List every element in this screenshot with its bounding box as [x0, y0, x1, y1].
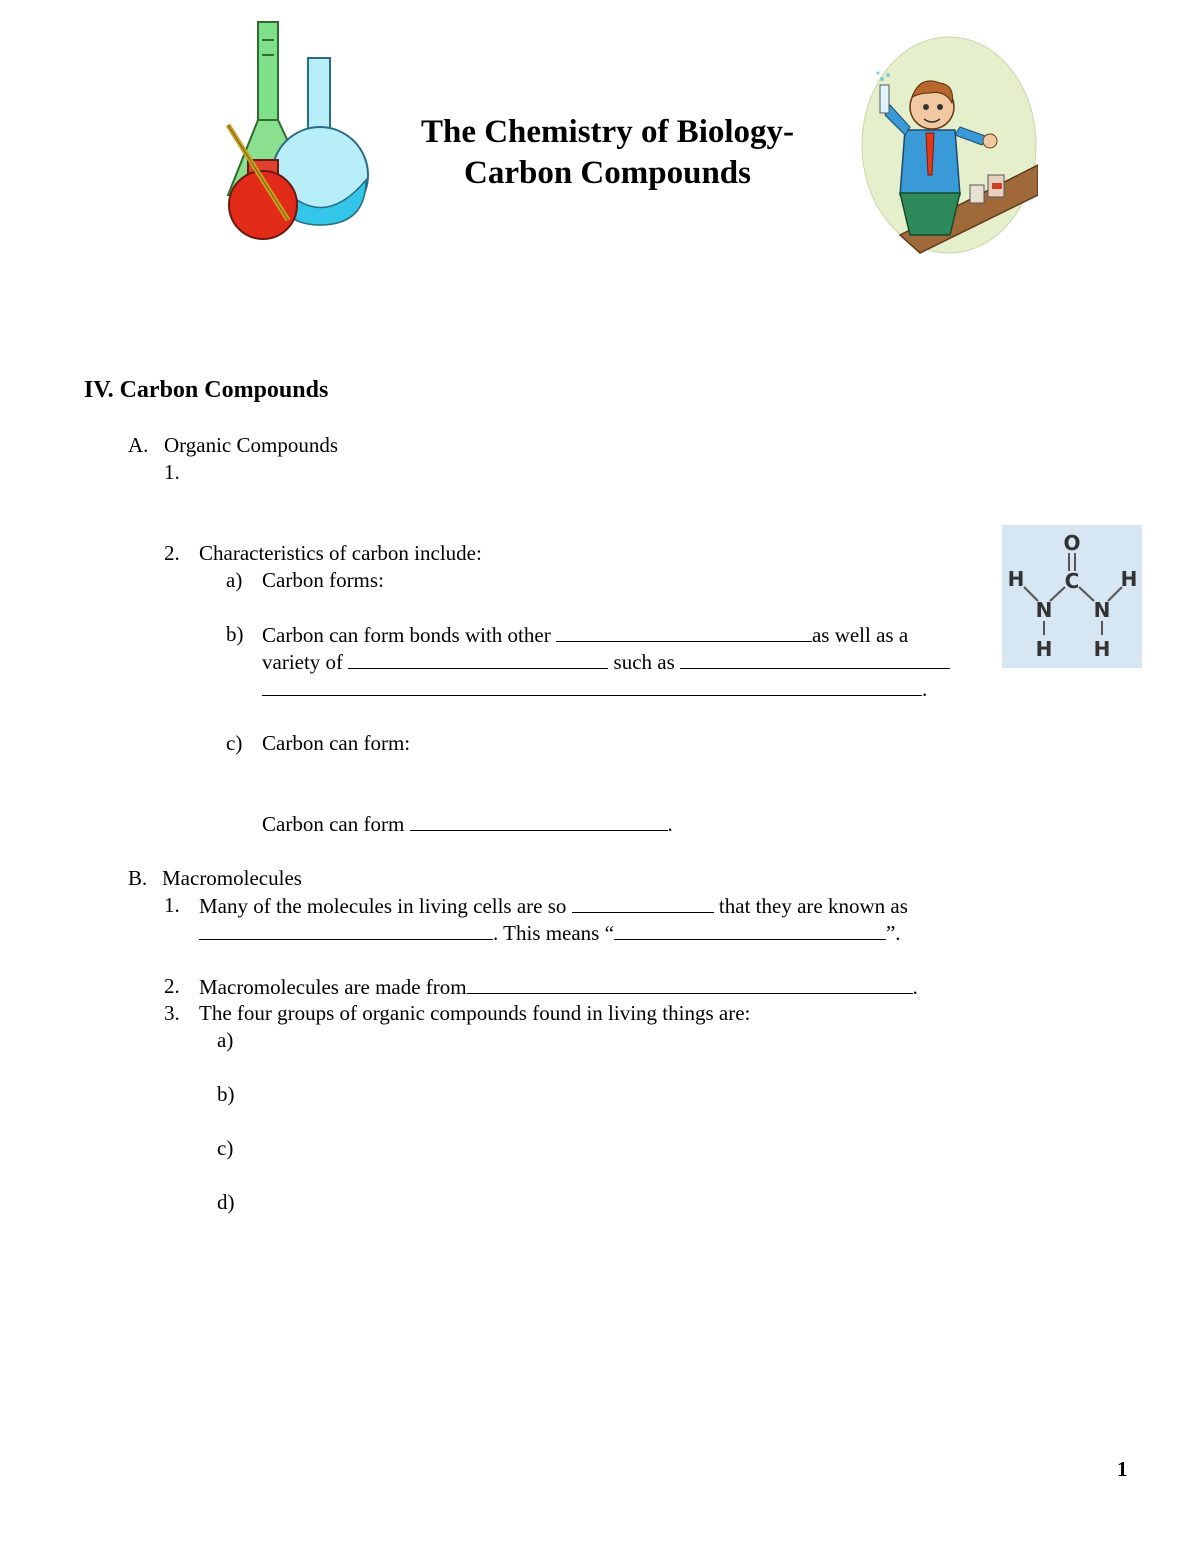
group-label-b: b) — [217, 1082, 235, 1106]
page-title — [400, 112, 815, 194]
sub-c-text-2: Carbon can form — [262, 812, 405, 836]
atom-h-bottom-left: H — [1035, 637, 1053, 661]
item2-text: Macromolecules are made from — [199, 975, 467, 999]
title-line-2: Carbon Compounds — [463, 155, 751, 191]
atom-h-bottom-right: H — [1093, 637, 1111, 661]
part-a-label: A. — [128, 433, 149, 457]
atom-n-left: N — [1035, 598, 1053, 622]
part-a-sub-c-label: c) — [226, 731, 243, 755]
blank-known-as[interactable] — [199, 919, 493, 940]
item1-text-4: ”. — [885, 921, 901, 945]
part-b-label: B. — [128, 866, 148, 890]
part-b-item-3-text: The four groups of organic compounds found in living things are: — [199, 1001, 751, 1025]
part-a-item-2-text: Characteristics of carbon include: — [199, 541, 482, 565]
page-number: 1 — [1117, 1457, 1128, 1481]
blank-carbon-form[interactable] — [410, 810, 668, 831]
urea-molecule-diagram — [1002, 525, 1142, 668]
sub-b-text-4: such as — [613, 650, 675, 674]
part-b-title: Macromolecules — [162, 866, 302, 890]
blank-variety[interactable] — [348, 648, 608, 669]
item2-end: . — [912, 975, 918, 999]
part-b-item-2-line — [199, 973, 918, 1001]
atom-c: C — [1064, 569, 1080, 593]
group-label-d: d) — [217, 1190, 235, 1214]
part-b-item-1-num: 1. — [164, 893, 180, 917]
item1-text-3: . This means “ — [493, 921, 614, 945]
blank-such-as[interactable] — [680, 648, 950, 669]
part-a-sub-c-line2 — [262, 810, 673, 838]
scientist-cartoon-icon — [860, 35, 1038, 255]
group-label-a: a) — [217, 1028, 234, 1052]
atom-h-right: H — [1120, 567, 1138, 591]
part-a-sub-a-label: a) — [226, 568, 243, 592]
title-line-1: The Chemistry of Biology- — [420, 114, 795, 150]
part-a-title: Organic Compounds — [164, 433, 339, 457]
section-heading: IV. Carbon Compounds — [84, 377, 329, 403]
part-b-item-1-line2 — [199, 919, 901, 947]
blank-made-from[interactable] — [467, 973, 913, 994]
part-a-sub-b-line2 — [262, 648, 950, 676]
sub-b-text-1: Carbon can form bonds with other — [262, 623, 551, 647]
part-a-item-1: 1. — [164, 460, 180, 484]
part-b-item-3-num: 3. — [164, 1001, 180, 1025]
blank-such-as-cont[interactable] — [262, 675, 922, 696]
atom-n-right: N — [1093, 598, 1111, 622]
part-a-item-2-num: 2. — [164, 541, 180, 565]
chemistry-flasks-icon — [218, 20, 378, 245]
part-b-item-2-num: 2. — [164, 974, 180, 998]
sub-b-text-3: variety of — [262, 650, 344, 674]
item1-text-1: Many of the molecules in living cells are so — [199, 894, 567, 918]
blank-this-means[interactable] — [614, 919, 886, 940]
blank-bonds[interactable] — [556, 621, 812, 642]
part-b-item-1-line1 — [199, 892, 908, 920]
sub-b-end: . — [922, 677, 928, 701]
part-a-sub-b-label: b) — [226, 622, 244, 646]
atom-h-left: H — [1007, 567, 1025, 591]
sub-c-end: . — [667, 812, 673, 836]
item1-text-2: that they are known as — [718, 894, 908, 918]
part-a-sub-b-line3 — [262, 675, 927, 703]
part-a-sub-b-line1 — [262, 621, 908, 649]
sub-b-text-2: as well as a — [811, 623, 909, 647]
blank-so[interactable] — [572, 892, 714, 913]
part-a-sub-a-text: Carbon forms: — [262, 568, 384, 592]
group-label-c: c) — [217, 1136, 234, 1160]
part-a-sub-c-text: Carbon can form: — [262, 731, 411, 755]
atom-o: O — [1063, 531, 1081, 555]
